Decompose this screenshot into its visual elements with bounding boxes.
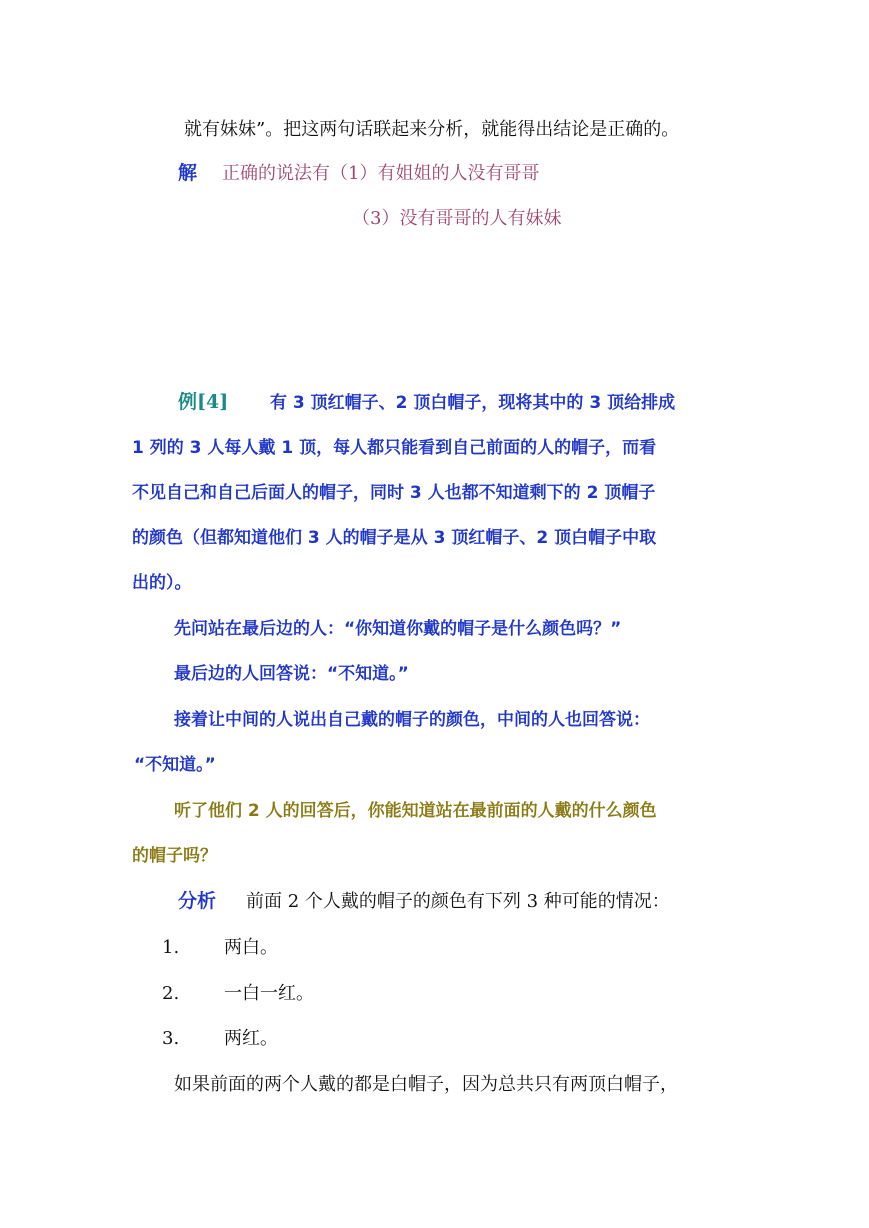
problem-line: 1 列的 3 人每人戴 1 顶，每人都只能看到自己前面的人的帽子，而看 (132, 438, 657, 458)
problem-line: 的颜色（但都知道他们 3 人的帽子是从 3 顶红帽子、2 顶白帽子中取 (132, 528, 657, 548)
list-item-number: 3. (162, 1028, 180, 1049)
analysis-intro: 前面 2 个人戴的帽子的颜色有下列 3 种可能的情况： (246, 891, 670, 912)
list-item: 两红。 (224, 1028, 278, 1049)
dialogue-line: 先问站在最后边的人：“你知道你戴的帽子是什么颜色吗？” (174, 619, 622, 639)
answer-line: 正确的说法有（1）有姐姐的人没有哥哥 (222, 163, 540, 184)
list-item-number: 1. (162, 937, 180, 958)
list-item: 两白。 (224, 937, 278, 958)
dialogue-line: 最后边的人回答说：“不知道。” (174, 664, 409, 684)
problem-line: 出的）。 (132, 573, 192, 593)
list-item: 一白一红。 (224, 983, 314, 1004)
question-line: 听了他们 2 人的回答后，你能知道站在最前面的人戴的什么颜色 (174, 801, 657, 821)
problem-line: 有 3 顶红帽子、2 顶白帽子，现将其中的 3 顶给排成 (270, 393, 676, 413)
dialogue-line: 接着让中间的人说出自己戴的帽子的颜色，中间的人也回答说： (174, 710, 650, 730)
example-label: 例[4] (178, 391, 229, 413)
text-line: 就有妹妹”。把这两句话联起来分析，就能得出结论是正确的。 (184, 119, 680, 140)
problem-line: 不见自己和自己后面人的帽子，同时 3 人也都不知道剩下的 2 顶帽子 (132, 483, 656, 503)
answer-label: 解 (178, 162, 198, 184)
answer-line: （3）没有哥哥的人有妹妹 (352, 208, 562, 229)
list-item-number: 2. (162, 983, 180, 1004)
text-line: 如果前面的两个人戴的都是白帽子，因为总共只有两顶白帽子， (174, 1074, 678, 1095)
analysis-label: 分析 (178, 890, 217, 912)
dialogue-line: “不知道。” (134, 755, 216, 775)
question-line: 的帽子吗？ (132, 846, 217, 866)
